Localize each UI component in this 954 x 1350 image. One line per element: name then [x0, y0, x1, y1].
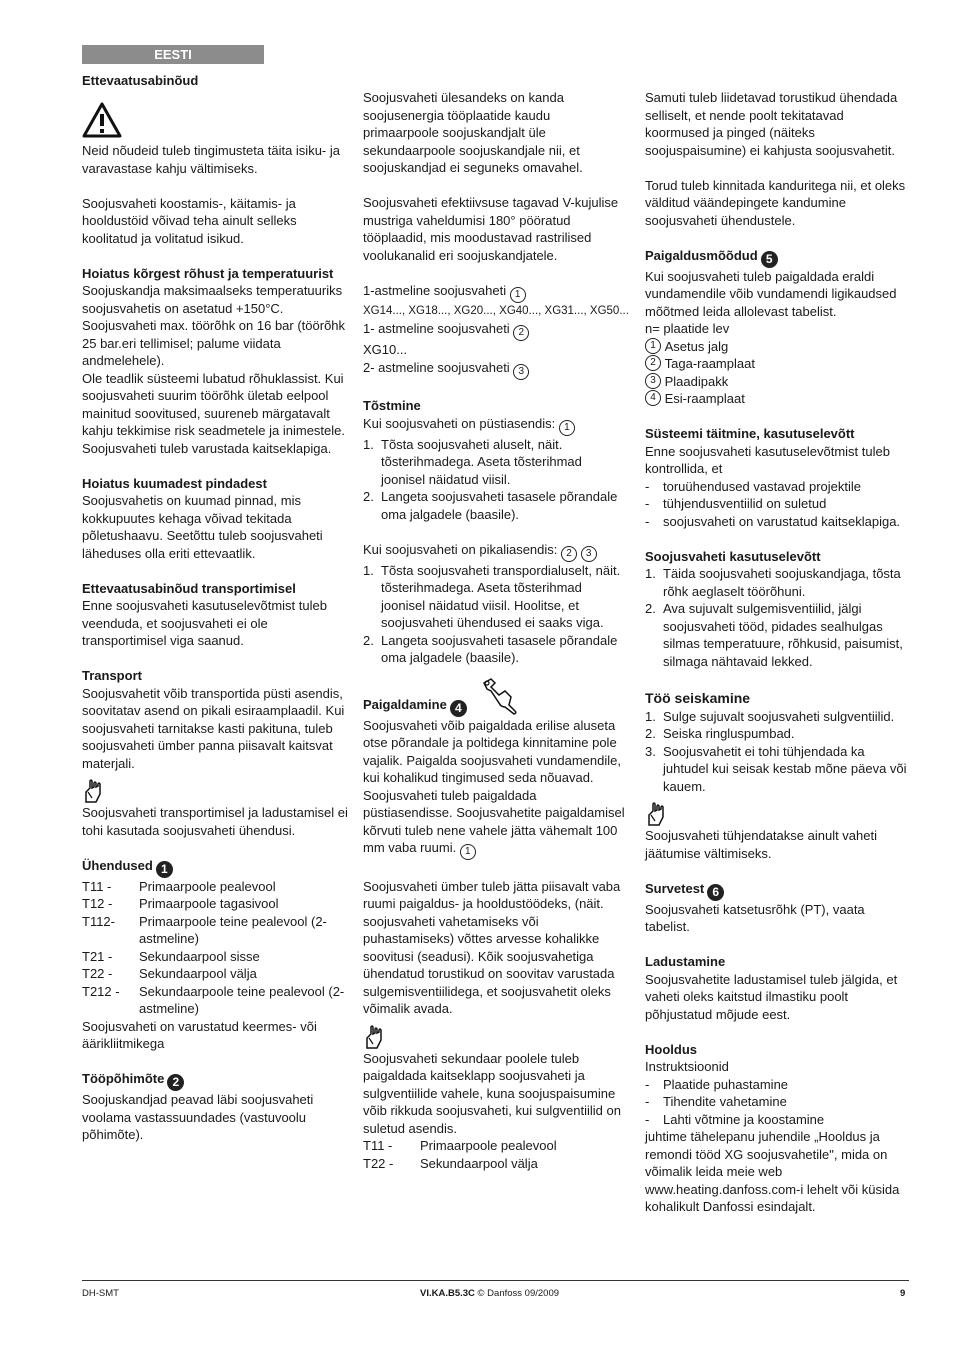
figure-ref: 2 — [645, 355, 661, 371]
list-item — [645, 478, 911, 496]
list-bullet: - — [645, 1094, 650, 1109]
conn-key: T11 - — [363, 1138, 393, 1153]
list-number: 1. — [645, 566, 656, 581]
list-item — [645, 743, 911, 796]
intro-text-1: Soojusvaheti ülesandeks on kanda soojusenergia tööplaatide kaudu primaarpoole soojuskandjalt üle sekundaarpoole soojuskandjale nii, et soojuskandjad ei seguneks omavahel. — [363, 90, 583, 175]
transport-text: Soojusvahetit võib transportida püsti asendis, soovitatav asend on pikali esiraamplaadil. Kui soojusvaheti tarnitakse kasti pakituna, tuleb soojusvaheti ümber panna piisavalt kaitsvat materjali. — [82, 685, 345, 771]
warning-triangle-icon — [82, 102, 122, 138]
heading-pressure: Hoiatus kõrgest rõhust ja temperatuurist — [82, 265, 334, 281]
connections-note: Soojusvaheti on varustatud keermes- või äärikliitmikega — [82, 1018, 317, 1051]
list-item — [363, 436, 629, 489]
pipes-text-2: Torud tuleb kinnitada kanduritega nii, et oleks välditud väändepingete kandumine soojusvaheti ühendustele. — [645, 177, 906, 228]
figure-badge: 4 — [450, 700, 467, 717]
figure-ref: 1 — [559, 420, 575, 436]
figure-badge: 6 — [707, 884, 724, 901]
connection-row — [363, 1137, 629, 1155]
list-number: 2. — [363, 632, 374, 648]
list-text: soojusvaheti on varustatud kaitseklapiga. — [663, 513, 901, 529]
list-text: Langeta soojusvaheti tasasele põrandale oma jalgadele (baasile). — [381, 632, 618, 665]
list-text: Tõsta soojusvaheti transpordialuselt, näit. tõsterihmadega. Aseta tõsterihmad joonisel näidatud viisil. Hoolitse, et soojusvaheti ühendused ei saaks viga. — [381, 562, 621, 630]
pipes-text-1: Samuti tuleb liidetavad torustikud ühendada selliselt, et nende poolt tekitatavad koormused ja pinged (näiteks soojuspaisumine) ei kahjusta soojusvahetit. — [645, 90, 898, 158]
list-text: Tõsta soojusvaheti aluselt, näit. tõsterihmadega. Aseta tõsterihmad joonisel näidatud viisil. — [381, 436, 582, 487]
wrench-hand-icon — [481, 677, 521, 715]
list-number: 3. — [645, 743, 656, 759]
hand-note-icon — [363, 1024, 385, 1050]
list-item — [645, 708, 911, 726]
list-number: 1. — [363, 436, 374, 452]
figure-ref: 3 — [581, 546, 597, 562]
list-number: 2. — [645, 601, 656, 616]
list-text: Soojusvahetit ei tohi tühjendada ka juhtudel kui seisak kestab mõne päeva või kauem. — [663, 743, 907, 794]
stage1b-label: 1- astmeline soojusvaheti — [363, 321, 510, 336]
connection-row — [82, 878, 348, 896]
conn-key: T21 - — [82, 948, 113, 964]
list-text: Taga-raamplaat — [664, 356, 755, 371]
hand-note-icon — [645, 801, 667, 827]
conn-value: Sekundaarpool välja — [420, 1155, 538, 1171]
figure-ref: 1 — [645, 338, 661, 354]
list-bullet: - — [645, 496, 650, 511]
stage1-label: 1-astmeline soojusvaheti — [363, 282, 507, 298]
figure-badge: 5 — [761, 251, 778, 268]
figure-ref: 4 — [645, 390, 661, 406]
list-item — [363, 632, 629, 667]
list-number: 1. — [363, 562, 374, 578]
dims-text: Kui soojusvaheti tuleb paigaldada eraldi vundamendile võib vundamendi ligikaudsed mõõtmed leida allolevast tabelist. — [645, 268, 897, 319]
dims-n: n= plaatide lev — [645, 321, 730, 336]
conn-value: Primaarpoole tagasivool — [139, 896, 279, 911]
connection-row — [82, 965, 348, 983]
list-item — [645, 565, 911, 600]
list-bullet: - — [645, 1111, 650, 1127]
connection-row — [363, 1155, 629, 1173]
figure-ref: 2 — [513, 325, 529, 341]
list-item — [645, 495, 911, 513]
conn-value: Sekundaarpoole teine pealevool (2-astmeline) — [139, 983, 345, 1016]
dims-title: Paigaldusmõõdud — [645, 247, 758, 263]
lift-up-label: Kui soojusvaheti on püstiasendis: — [363, 415, 556, 431]
list-text: Plaadipakk — [664, 373, 729, 389]
hand-note-icon — [82, 778, 104, 804]
list-bullet: - — [645, 1076, 650, 1092]
footer-left: DH-SMT — [82, 1288, 119, 1299]
list-text: Tihendite vahetamine — [663, 1094, 787, 1109]
column-1 — [82, 0, 348, 1144]
warn-text-2: Soojusvaheti koostamis-, käitamis- ja hooldustöid võivad teha ainult selleks koolitatud ja volitatud isikud. — [82, 195, 297, 246]
conn-key: T212 - — [82, 983, 120, 999]
heading-start: Soojusvaheti kasutuselevõtt — [645, 548, 821, 564]
storage-text: Soojusvahetite ladustamisel tuleb jälgida, et vaheti oleks kaitstud ilmastiku poolt põhjustatud mõjude eest. — [645, 971, 898, 1022]
list-item — [645, 373, 911, 391]
maint-text: juhtime tähelepanu juhendile „Hooldus ja remondi tööd XG soojusvahetile", mida on võimalik leida meie web www.heating.danfoss.com-i lehelt või küsida kohalikult Danfossi esindajalt. — [645, 1129, 900, 1214]
conn-key: T12 - — [82, 896, 113, 911]
stage1b-line — [363, 320, 629, 341]
heading-fill: Süsteemi täitmine, kasutuselevõtt — [645, 426, 855, 441]
footer-copyright: © Danfoss 09/2009 — [477, 1288, 560, 1299]
install-text-body: Soojusvaheti võib paigaldada erilise aluseta otse põrandale ja poltidega kinnitamine pole vajalik. Paigalda soojusvaheti vundamendile, kui kohalikud tingimused seda nõuavad. Soojusvaheti tuleb paigaldada püstiasendisse. Soojusvahetite paigaldamisel kõrvuti tuleb nene vahele jätta vähemalt 100 mm vaba ruumi. — [363, 717, 625, 855]
column-3 — [645, 0, 911, 1216]
list-item — [645, 600, 911, 670]
stage2-label: 2- astmeline soojusvaheti — [363, 359, 510, 375]
list-item — [645, 338, 911, 356]
pressure-text-1: Soojuskandja maksimaalseks temperatuuriks soojusvahetis on asetatud +150°C. — [82, 283, 343, 316]
figure-ref: 1 — [460, 844, 476, 860]
list-number: 1. — [645, 708, 656, 724]
list-text: Täida soojusvaheti soojuskandjaga, tõsta rõhk aeglaselt töörõhuni. — [663, 566, 901, 599]
heading-connections — [82, 857, 348, 878]
fill-text: Enne soojusvaheti kasutuselevõtmist tuleb kontrollida, et — [645, 443, 890, 476]
conn-key: T22 - — [363, 1155, 394, 1171]
intro-text-2: Soojusvaheti efektiivsuse tagavad V-kujulise mustriga vaheldumisi 180° pööratud tööplaadid, mis moodustavad rastrilised voolukanalid eri soojuskandjatele. — [363, 195, 619, 263]
hot-text: Soojusvahetis on kuumad pinnad, mis kokkupuutes kehaga võivad tekitada põletushaavu. Seetõttu tuleb soojusvaheti läheduses olla eriti ettevaatlik. — [82, 493, 323, 561]
list-text: Ava sujuvalt sulgemisventiilid, jälgi soojusvaheti tööd, pidades sealhulgas silmas temperatuure, rõhkusid, paisumist, silmaga nähtavaid lekked. — [663, 601, 903, 669]
install-title: Paigaldamine — [363, 696, 447, 712]
list-text: Plaatide puhastamine — [663, 1076, 789, 1092]
figure-ref: 3 — [645, 373, 661, 389]
heading-dims — [645, 247, 911, 268]
list-text: tühjendusventiilid on suletud — [663, 496, 827, 511]
stage1-models: XG14..., XG18..., XG20..., XG40..., XG31..., XG50... — [363, 304, 629, 317]
maint-intro: Instruktsioonid — [645, 1059, 729, 1074]
principle-text: Soojuskandjad peavad läbi soojusvaheti voolama vastassuundades (vastuvoolu põhimõte). — [82, 1092, 314, 1142]
footer-center — [420, 1288, 559, 1299]
section-title: Ettevaatusabinõud — [82, 73, 199, 88]
heading-maintenance: Hooldus — [645, 1041, 697, 1057]
install-text — [363, 717, 629, 861]
principle-title: Tööpõhimõte — [82, 1071, 165, 1086]
heading-transport-care: Ettevaatusabinõud transportimisel — [82, 580, 296, 596]
list-text: Asetus jalg — [664, 338, 729, 354]
heading-test — [645, 880, 911, 901]
figure-badge: 2 — [167, 1074, 184, 1091]
heading-principle — [82, 1070, 348, 1091]
conn-key: T11 - — [82, 878, 112, 894]
footer-code: VI.KA.B5.3C — [420, 1288, 475, 1299]
column-2 — [363, 0, 629, 1172]
connection-row — [82, 895, 348, 913]
test-title: Survetest — [645, 880, 705, 896]
list-item — [645, 1076, 911, 1094]
list-bullet: - — [645, 513, 650, 529]
conn-value: Primaarpoole pealevool — [420, 1138, 557, 1153]
list-item — [363, 488, 629, 523]
list-item — [645, 725, 911, 743]
transport-care-text: Enne soojusvaheti kasutuselevõtmist tuleb veenduda, et soojusvaheti ei ole transportimisel viga saanud. — [82, 598, 327, 648]
heading-install — [363, 696, 467, 717]
list-text: Esi-raamplaat — [664, 391, 745, 406]
connection-row — [82, 913, 348, 948]
lift-flat-label: Kui soojusvaheti on pikaliasendis: — [363, 541, 558, 557]
heading-transport: Transport — [82, 668, 142, 683]
language-tab: EESTI — [82, 45, 264, 64]
lift-up-line — [363, 415, 629, 436]
figure-badge: 1 — [156, 861, 173, 878]
test-text: Soojusvaheti katsetusrõhk (PT), vaata tabelist. — [645, 901, 865, 934]
heading-hot: Hoiatus kuumadest pindadest — [82, 475, 267, 491]
list-text: Langeta soojusvaheti tasasele põrandale oma jalgadele (baasile). — [381, 489, 618, 522]
list-number: 2. — [645, 726, 656, 741]
connection-row — [82, 983, 348, 1018]
connections-title: Ühendused — [82, 857, 153, 873]
transport-note: Soojusvaheti transportimisel ja ladustamisel ei tohi kasutada soojusvaheti ühendusi. — [82, 805, 348, 838]
page-number: 9 — [900, 1288, 906, 1299]
conn-key: T22 - — [82, 966, 113, 981]
figure-ref: 3 — [513, 364, 529, 380]
warn-text-1: Neid nõudeid tuleb tingimusteta täita isiku- ja varavastase kahju vältimiseks. — [82, 143, 340, 176]
lift-flat-line — [363, 541, 629, 562]
conn-value: Sekundaarpool välja — [139, 966, 257, 981]
stage1b-models: XG10... — [363, 342, 408, 357]
heading-lift: Tõstmine — [363, 398, 421, 413]
list-item — [645, 1111, 911, 1129]
stage1-line — [363, 282, 629, 303]
list-text: toruühendused vastavad projektile — [663, 478, 862, 494]
heading-storage: Ladustamine — [645, 954, 726, 969]
figure-ref: 1 — [510, 287, 526, 303]
conn-value: Primaarpoole pealevool — [139, 878, 276, 894]
pressure-text-3: Ole teadlik süsteemi lubatud rõhuklassist. Kui soojusvaheti suurim töörõhk ületab eelpool mainitud soovitused, suureneb märgatavalt kahju tekkimise risk seadmetele ja inimestele. — [82, 370, 345, 438]
stage2-line — [363, 359, 629, 380]
heading-stop: Töö seiskamine — [645, 690, 751, 706]
conn-value: Sekundaarpool sisse — [139, 948, 260, 964]
footer-divider — [82, 1280, 909, 1281]
conn-key: T112- — [82, 913, 115, 929]
list-number: 2. — [363, 489, 374, 504]
list-text: Sulge sujuvalt soojusvaheti sulgventiilid. — [663, 708, 895, 724]
conn-value: Primaarpoole teine pealevool (2-astmeline) — [139, 913, 327, 946]
pressure-text-2: Soojusvaheti max. töörõhk on 16 bar (töörõhk 25 bar.eri tellimisel; palume viidata andmelehele). — [82, 318, 346, 368]
list-item — [645, 513, 911, 531]
list-text: Seiska ringluspumbad. — [663, 726, 795, 741]
list-item — [645, 390, 911, 408]
connection-row — [82, 948, 348, 966]
list-bullet: - — [645, 478, 650, 494]
install-text-2: Soojusvaheti ümber tuleb jätta piisavalt vaba ruumi paigaldus- ja hooldustöödeks, (näit. soojusvaheti vahetamiseks või puhastamiseks) võttes arvesse kohalikke soovitusi (seadusi). Kõik soojusvahetiga ühendatud torustikud on soovitav varustada sulgemisventiilidega, et soojusvahetit oleks võimalik avada. — [363, 878, 621, 1016]
install-note: Soojusvaheti sekundaar poolele tuleb paigaldada kaitseklapp soojusvaheti ja sulgventiilide vahele, kuna soojuspaisumine võib rikkuda soojusvaheti, kui sulgventiilid on suletud asendis. — [363, 1050, 621, 1136]
pressure-text-4: Soojusvaheti tuleb varustada kaitseklapiga. — [82, 440, 332, 456]
figure-ref: 2 — [561, 546, 577, 562]
list-item — [645, 355, 911, 373]
list-text: Lahti võtmine ja koostamine — [663, 1111, 825, 1127]
list-item — [363, 562, 629, 632]
list-item — [645, 1093, 911, 1111]
stop-note: Soojusvaheti tühjendatakse ainult vaheti jäätumise vältimiseks. — [645, 828, 877, 861]
